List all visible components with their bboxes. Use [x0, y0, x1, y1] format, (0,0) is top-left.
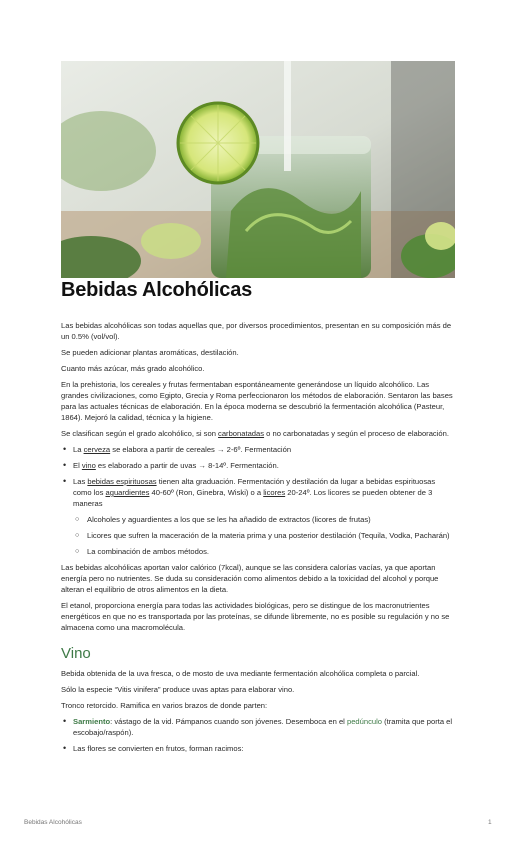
mint-drink-photo — [61, 61, 455, 278]
paragraph — [61, 428, 455, 439]
page-title: Bebidas Alcohólicas — [61, 279, 253, 301]
paragraph: Las bebidas alcohólicas aportan valor calórico (7kcal), aunque se las considera calorías vacías, ya que aportan energía pero no nutrientes. Se duda su consideración como alimentos debido a la toxicidad del alcohol y porque alteran el equilibrio de otros alimentos en la dieta. — [61, 563, 439, 594]
section-heading-vino: Vino — [61, 645, 91, 662]
link-vino[interactable]: vino — [81, 461, 96, 470]
paragraph: Cuanto más azúcar, más grado alcohólico. — [61, 364, 205, 373]
text: La — [73, 445, 84, 454]
text: 20-24º. Los licores se pueden obtener de 3 maneras — [73, 488, 433, 508]
text: 40-60º (Ron, Ginebra, Wiski) o a — [149, 488, 264, 497]
sub-list-item: ○ Licores que sufren la maceración de la materia prima y una posterior destilación (Tequila, Vodka, Pacharán) — [87, 530, 455, 541]
text: tienen alta graduación. Fermentación y destilación da lugar a bebidas espirituosas como los — [73, 477, 436, 497]
text: (tramita que porta el escobajo/raspón). — [73, 717, 453, 737]
text: : vástago de la vid. Pámpanos cuando son jóvenes. Desemboca en el — [110, 717, 347, 726]
paragraph: Las bebidas alcohólicas son todas aquellas que, por diversos procedimientos, presentan en su composición más de un 0.5% (vol/vol). — [61, 321, 452, 341]
link-cerveza[interactable]: cerveza — [83, 445, 111, 454]
paragraph: Bebida obtenida de la uva fresca, o de mosto de uva mediante fermentación alcohólica completa o parcial. — [61, 669, 420, 678]
paragraph: El etanol, proporciona energía para todas las actividades biológicas, pero se distingue de los macronutrientes energéticos en que no es transportada por las proteínas, se difunde libremente, no es posible su regulación y no se almacena como una macromolécula. — [61, 601, 450, 632]
text: El — [73, 461, 82, 470]
link-bebidas-espirituosas[interactable]: bebidas espirituosas — [87, 477, 157, 486]
list-item — [73, 716, 455, 738]
document-body — [61, 320, 455, 759]
text: o no carbonatadas y según el proceso de elaboración. — [264, 429, 449, 438]
list-item: • Las flores se convierten en frutos, forman racimos: — [73, 743, 455, 754]
bullet-list — [61, 444, 455, 557]
text: Las — [73, 477, 88, 486]
sub-list-item: ○ Alcoholes y aguardientes a los que se les ha añadido de extractos (licores de frutas) — [87, 514, 455, 525]
bullet-list — [61, 716, 455, 754]
paragraph: Sólo la especie “Vitis vinifera” produce uvas aptas para elaborar vino. — [61, 685, 295, 694]
footer-title: Bebidas Alcohólicas — [24, 819, 82, 826]
list-item — [73, 444, 455, 455]
text: se elabora a partir de cereales → 2-6º. Fermentación — [110, 445, 292, 454]
text: es elaborado a partir de uvas → 8-14º. Fermentación. — [95, 461, 279, 470]
paragraph: Se pueden adicionar plantas aromáticas, destilación. — [61, 348, 239, 357]
term-sarmiento: Sarmiento — [73, 717, 111, 726]
page-number: 1 — [488, 819, 492, 826]
list-item — [73, 460, 455, 471]
sub-list-item: ○ La combinación de ambos métodos. — [87, 546, 455, 557]
link-carbonatadas[interactable]: carbonatadas — [218, 429, 265, 438]
paragraph: En la prehistoria, los cereales y frutas fermentaban espontáneamente generándose un líquido alcohólico. Las grandes civilizaciones, como Egipto, Grecia y Roma perfeccionaron los métodos de elaboración. Sentaron las bases para las actuales técnicas de elaboración. En la época moderna se descubrió la fermentación alcohólica (Pasteur, 1864). Mejoró la calidad, técnica y la higiene. — [61, 380, 453, 422]
link-licores[interactable]: licores — [263, 488, 286, 497]
paragraph: Tronco retorcido. Ramifica en varios brazos de donde parten: — [61, 701, 268, 710]
text: Se clasifican según el grado alcohólico, si son — [61, 429, 219, 438]
term-pedunculo: pedúnculo — [346, 717, 383, 726]
hero-image — [61, 61, 455, 278]
sub-bullet-list — [73, 514, 455, 557]
list-item — [73, 476, 455, 557]
link-aguardientes[interactable]: aguardientes — [105, 488, 150, 497]
